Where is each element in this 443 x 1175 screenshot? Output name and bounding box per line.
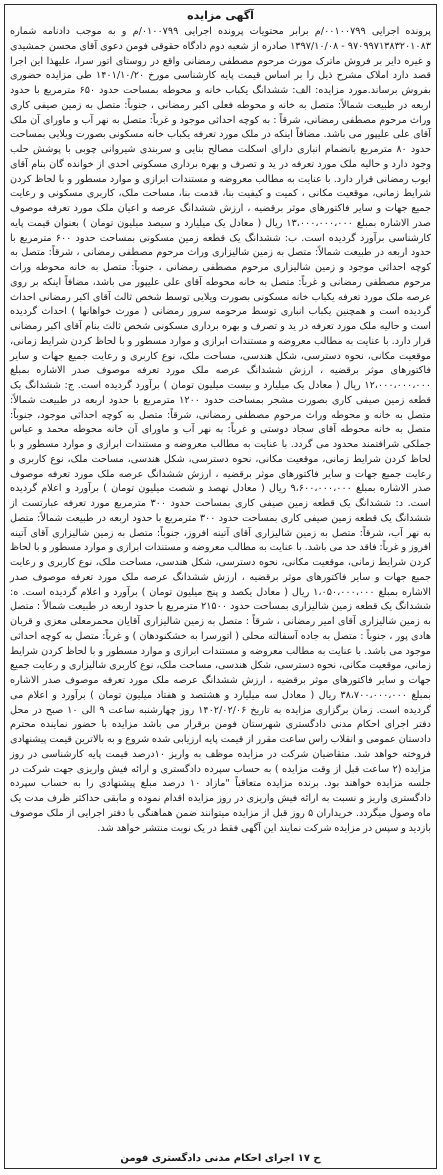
notice-title: آگهی مزایده (187, 9, 254, 22)
notice-footer: ح ۱۷ اجرای احکام مدنی دادگستری فومن (120, 1153, 321, 1164)
notice-body: پرونده اجرایی ۰۰۱۰۰۷۹۹/م برابر محتویات پرونده اجرایی ۰۱۰۰۷۹۹/م و به موجب دادنامه شماره ۹۷۰۹۹۷۱۳۸۳۲۰۱۰۸۳ - ۱۳۹۷/۱۰/۰۸ صادره از شعبه دوم دادگاه حقوقی فومن دعوی آقای محسن جمشیدی و غیره دایر بر فروش ماترک مورث مرحوم مصطفی رمضانی واقع در روستای اتور سرا، علیهذا این اجرا قصد دارد املاک مشرح ذیل را بر اساس قیمت پایه کارشناسی مورخ ۱۴۰۱/۱۰/۲۰ طی مزایده حضوری بفروش برساند.مورد مزایده: الف: ششدانگ یکباب خانه و محوطه بمساحت حدود ۶۵۰ مترمربع با حدود اربعه در طبیعت شمالاً: متصل به خانه و محوطه فعلی اکبر رمضانی ، جنوباً: متصل به زمین صیفی کاری وراث مرحوم مصطفی رمضانی، شرقاً : به کوچه احداثی موجود و غرباً: متصل به نهر آب و ماورای آن ملک آقای علی علیپور می باشد. مضافاً اینکه در ملک مورد تعرفه یکباب خانه مسکونی بصورت ویلایی بمساحت حدود ۸۰ مترمربع بانضمام انباری دارای اسکلت مصالح بنایی و سربندی شیروانی چوبی با پوشش حلب وجود دارد و حالیه ملک مورد تعرفه در ید و تصرف و بهره برداری مسکونی احدی از خوانده گان بنام آقای ایوب رمضانی قرار دارد. با عنایت به مطالب معروضه و مستندات ابرازی و موارد مسطور و با لحاظ کردن شرایط زمانی، موقعیت مکانی ، کمیت و کیفیت بنا، قدمت بنا، مساحت ملک، کاربری مسکونی و رعایت جمیع جهات و سایر فاکتورهای موثر برقضیه ، ارزش ششدانگ عرصه و اعیان ملک مورد تعرفه موصوف صدر الاشاره بمبلغ ۱۳،۰۰۰،۰۰۰،۰۰۰ ریال ( معادل یک میلیارد و سیصد میلیون تومان ) بعنوان قیمت پایه کارشناسی برآورد گردیده است. ب: ششدانگ یک قطعه زمین مسکونی بمساحت حدود ۶۰۰ مترمربع با حدود اربعه در طبیعت شمالاً: متصل به زمین شالیزاری وراث مرحوم مصطفی رمضانی ، شرقاً: متصل به کوچه احداثی موجود و زمین شالیزاری مرحوم مصطفی رمضانی ، جنوباً: متصل به خانه محوطه وراث مرحوم مصطفی رمضانی و غرباً: متصل به خانه محوطه آقای علی علیپور می باشد، مضافاً اینکه بر روی عرصه ملک مورد تعرفه یکباب خانه مسکونی بصورت ویلایی توسط شخص ثالث آقای اکبر رمضانی احداث گردیده است و همچنین یکباب انباری توسط مرحومه سرور رمضانی ( مورث خواهانها ) احداث گردیده است و حالیه ملک مورد تعرفه در ید و تصرف و بهره برداری مسکونی شخص ثالث بنام آقای اکبر رمضانی قرار دارد. با عنایت به مطالب معروضه و مستندات ابرازی و موارد مسطور و با لحاظ کردن شرایط زمانی، موقعیت مکانی، نحوه دسترسی، شکل هندسی، مساحت ملک، نوع کاربری و رعایت جمیع جهات و سایر فاکتورهای موثر برقضیه ، ارزش ششدانگ عرصه ملک مورد تعرفه موصوف صدر الاشاره بمبلغ ۱۲،۰۰۰،۰۰۰،۰۰۰ ریال ( معادل یک میلیارد و بیست میلیون تومان ) برآورد گردیده است. ج: ششدانگ یک قطعه زمین صیفی کاری بصورت مشجر بمساحت حدود ۱۲۰۰ مترمربع با حدود اربعه در طبیعت شمالاً: متصل به خانه و محوطه وراث مرحوم مصطفی رمضانی، شرقاً: متصل به کوچه احداثی موجود، جنوباً: متصل به خانه محوطه آقای سجاد دوستی و غرباً: به نهر آب و ماورای آن خانه محوطه محمد و عباس جملکی شرافتمند محدود می گردد. با عنایت به مطالب معروضه و مستندات ابرازی و موارد مسطور و با لحاظ کردن شرایط زمانی، موقعیت مکانی، نحوه دسترسی، شکل هندسی، مساحت ملک، نوع کاربری و رعایت جمیع جهات و سایر فاکتورهای موثر برقضیه ، ارزش ششدانگ عرصه ملک مورد تعرفه موصوف صدر الاشاره بمبلغ ۹،۶۰۰،۰۰۰،۰۰۰ ریال ( معادل نهصد و شصت میلیون تومان ) برآورد و اعلام گردیده است. د: ششدانگ یک قطعه زمین صیفی کاری بمساحت حدود ۳۰۰ مترمربع مورد تعرفه عبارتست از ششدانگ یک قطعه زمین صیفی کاری بمساحت حدود ۳۰۰ مترمربع با حدود اربعه در طبیعت شمالاً: متصل به نهر آب، شرقاً: متصل به زمین شالیزاری آقای آتینه افروز، جنوباً: متصل به زمین شالیزاری آقای آتینه افروز و غرباً: فاقد حد می باشد. با عنایت به مطالب معروضه و مستندات ابرازی و موارد مسطور و با لحاظ کردن شرایط زمانی، موقعیت مکانی، نحوه دسترسی، شکل هندسی، مساحت ملک، نوع کاربری و رعایت جمیع جهات و سایر فاکتورهای موثر برقضیه ، ارزش ششدانگ عرصه ملک مورد تعرفه موصوف صدر الاشاره بمبلغ ۱،۰۵۰،۰۰۰،۰۰۰ ریال ( معادل یکصد و پنج میلیون تومان ) برآورد و اعلام گردیده است. ه: ششدانگ یک قطعه زمین شالیزاری بمساحت حدود ۲۱۵۰۰ مترمربع با حدود اربعه در طبیعت شمالاً : متصل به زمین شالیزاری آقای امیر رمضانی ، شرقاً : متصل به زمین شالیزاری آقایان محمرمعلی معزی و قربان هادی پور ، جنوباً : متصل به جاده آسفالته محلی ( اتورسرا به خشکنودهان ) و غرباً: متصل به کوچه احداثی موجود می باشد. با عنایت به مطالب معروضه و مستندات ابرازی و موارد مسطور و با لحاظ کردن شرایط زمانی، موقعیت مکانی، نحوه دسترسی، شکل هندسی، مساحت ملک، نوع کاربری شالیزاری و رعایت جمیع جهات و سایر فاکتورهای موثر برقضیه ، ارزش ششدانگ عرصه ملک مورد تعرفه موصوف صدر الاشاره بمبلغ ۳۸،۷۰۰،۰۰۰،۰۰۰ ریال ( معادل سه میلیارد و هشتصد و هفتاد میلیون تومان ) برآورد و اعلام می گردیده است. زمان برگزاری مزایده به تاریخ ۱۴۰۲/۰۲/۰۶ روز چهارشنبه ساعت ۹ الی ۱۰ صبح در محل دفتر اجرای احکام مدنی دادگستری شهرستان فومن برقرار می باشد مزایده با حضور نماینده محترم دادستان عمومی و انقلاب راس ساعت مقرر از قیمت پایه ارزیابی شده شروع و به بالاترین قیمت پیشنهادی فروخته خواهد شد. متقاضیان شرکت در مزایده موظف به واریز ۱۰درصد قیمت پایه کارشناسی در روز مزایده (۲ ساعت قبل از وقت مزایده ) به حساب سپرده دادگستری و ارائه فیش واریزی جهت شرکت در جلسه مزایده خواهند بود. برنده مزایده متعاقباً "مازاد ۱۰ درصد مبلغ پیشنهادی را به حساب سپرده دادگستری واریز و نسبت به ارائه فیش واریزی در روز مزایده اقدام نموده و مابقی حداکثر ظرف مدت یک ماه وصول میگردد. خریداران ۵ روز قبل از مزایده میتوانند ضمن هماهنگی با دفتر اجرایی از ملک موصوف بازدید و سپس در مزایده شرکت نمایند این آگهی فقط در یک نوبت منتشر خواهد شد. (10, 26, 432, 834)
auction-notice (4, 4, 437, 1169)
